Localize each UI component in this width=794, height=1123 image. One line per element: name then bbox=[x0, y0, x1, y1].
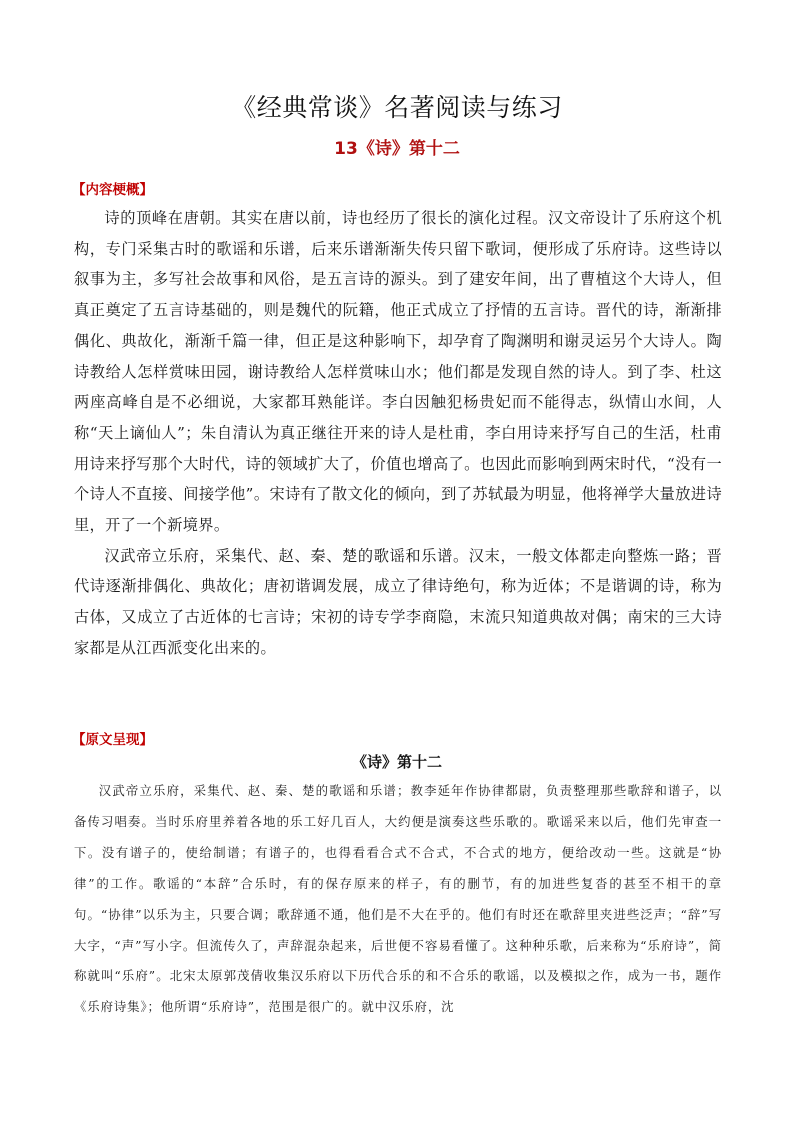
summary-text bbox=[74, 203, 722, 664]
summary-section-label: 【内容梗概】 bbox=[72, 182, 153, 198]
original-text bbox=[74, 776, 722, 1023]
original-paragraph: 汉武帝立乐府，采集代、赵、秦、楚的歌谣和乐谱；教李延年作协律都尉，负责整理那些歌辞和谱子，以备传习唱奏。当时乐府里养着各地的乐工好几百人，大约便是演奏这些乐歌的。歌谣采来以后，他们先审查一下。没有谱子的，使给制谱；有谱子的，也得看看合式不合式，不合式的地方，便给改动一些。这就是“协律”的工作。歌谣的“本辞”合乐时，有的保存原来的样子，有的删节，有的加进些复沓的甚至不相干的章句。“协律”以乐为主，只要合调；歌辞通不通，他们是不大在乎的。他们有时还在歌辞里夹进些泛声；“辞”写大字，“声”写小字。但流传久了，声辞混杂起来，后世便不容易看懂了。这种种乐歌，后来称为“乐府诗”，简称就叫“乐府”。北宋太原郭茂倩收集汉乐府以下历代合乐的和不合乐的歌谣，以及模拟之作，成为一书，题作《乐府诗集》；他所谓“乐府诗”，范围是很广的。就中汉乐府，沈 bbox=[74, 783, 722, 1015]
summary-paragraph: 诗的顶峰在唐朝。其实在唐以前，诗也经历了很长的演化过程。汉文帝设计了乐府这个机构，专门采集古时的歌谣和乐谱，后来乐谱渐渐失传只留下歌词，便形成了乐府诗。这些诗以叙事为主，多写社会故事和风俗，是五言诗的源头。到了建安年间，出了曹植这个大诗人，但真正奠定了五言诗基础的，则是魏代的阮籍，他正式成立了抒情的五言诗。晋代的诗，渐渐排偶化、典故化，渐渐千篇一律，但正是这种影响下，却孕育了陶渊明和谢灵运另个大诗人。陶诗教给人怎样赏味田园，谢诗教给人怎样赏味山水；他们都是发现自然的诗人。到了李、杜这两座高峰自是不必细说，大家都耳熟能详。李白因触犯杨贵妃而不能得志，纵情山水间，人称“天上谪仙人”；朱自清认为真正继往开来的诗人是杜甫，李白用诗来抒写自己的生活，杜甫用诗来抒写那个大时代，诗的领域扩大了，价值也增高了。也因此而影响到两宋时代，“没有一个诗人不直接、间接学他”。宋诗有了散文化的倾向，到了苏轼最为明显，他将禅学大量放进诗里，开了一个新境界。 bbox=[74, 209, 722, 535]
summary-paragraph: 汉武帝立乐府，采集代、赵、秦、楚的歌谣和乐谱。汉末，一般文体都走向整炼一路；晋代诗逐渐排偶化、典故化；唐初谐调发展，成立了律诗绝句，称为近体；不是谐调的诗，称为古体，又成立了古近体的七言诗；宋初的诗专学李商隐，末流只知道典故对偶；南宋的三大诗家都是从江西派变化出来的。 bbox=[74, 546, 722, 657]
original-section-label: 【原文呈现】 bbox=[72, 732, 153, 748]
page-title: 《经典常谈》名著阅读与练习 bbox=[231, 93, 563, 122]
chapter-subtitle: 13《诗》第十二 bbox=[334, 139, 460, 159]
original-text-title: 《诗》第十二 bbox=[351, 753, 442, 771]
